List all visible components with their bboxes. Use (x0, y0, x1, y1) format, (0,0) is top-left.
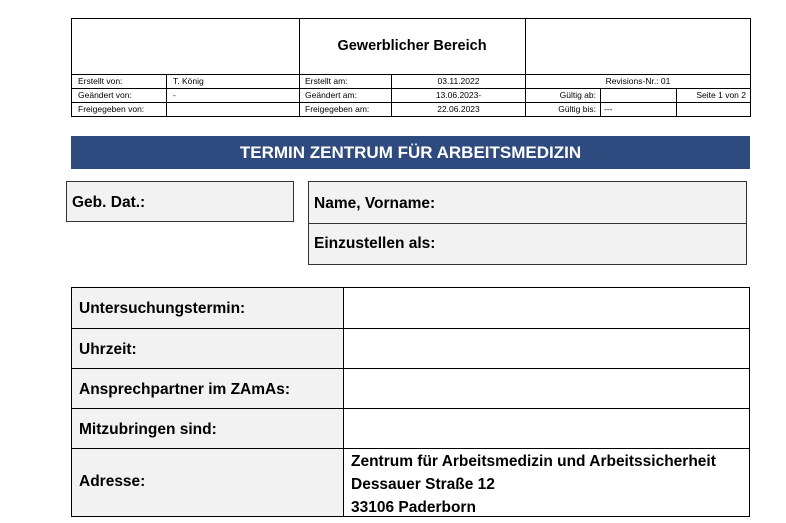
address-label: Adresse: (79, 473, 146, 490)
exam-date-field[interactable] (344, 288, 749, 328)
released-on-label: Freigegeben am: (305, 104, 370, 114)
address-line-1: Zentrum für Arbeitsmedizin und Arbeitssicherheit (351, 453, 716, 470)
person-box-divider (309, 223, 746, 224)
created-by-value: T. König (173, 76, 204, 86)
changed-by-value: - (173, 90, 176, 100)
table-row (72, 288, 749, 328)
table-row (72, 328, 749, 368)
table-row (72, 368, 749, 408)
created-by-label: Erstellt von: (78, 76, 123, 86)
valid-until-label: Gültig bis: (558, 104, 596, 114)
address-line-2: Dessauer Straße 12 (351, 476, 495, 493)
released-on-value: 22.06.2023 (437, 104, 480, 114)
section-banner: TERMIN ZENTRUM FÜR ARBEITSMEDIZIN (71, 136, 750, 169)
position-label: Einzustellen als: (314, 235, 436, 252)
table-row (72, 448, 749, 516)
valid-from-label: Gültig ab: (559, 90, 596, 100)
exam-date-label: Untersuchungstermin: (79, 300, 246, 317)
changed-on-value: 13.06.2023- (435, 90, 482, 100)
appointment-table (71, 287, 750, 517)
name-label: Name, Vorname: (314, 195, 436, 212)
released-by-label: Freigegeben von: (78, 104, 145, 114)
page-number: Seite 1 von 2 (696, 90, 746, 100)
table-row (72, 408, 749, 448)
address-block (351, 450, 716, 519)
header-title: Gewerblicher Bereich (337, 38, 487, 54)
contact-label: Ansprechpartner im ZAmAs: (79, 381, 291, 398)
changed-on-label: Geändert am: (305, 90, 357, 100)
person-box (308, 181, 747, 265)
address-line-3: 33106 Paderborn (351, 499, 476, 516)
time-label: Uhrzeit: (79, 341, 137, 358)
time-field[interactable] (344, 329, 749, 368)
birthdate-box[interactable] (66, 181, 294, 222)
revision-number: Revisions-Nr.: 01 (605, 76, 671, 86)
birthdate-label: Geb. Dat.: (72, 194, 146, 211)
address-field (344, 449, 749, 516)
created-on-value: 03.11.2022 (437, 76, 480, 86)
created-on-label: Erstellt am: (305, 76, 348, 86)
changed-by-label: Geändert von: (78, 90, 132, 100)
valid-until-value: --- (604, 104, 613, 114)
bring-field[interactable] (344, 409, 749, 448)
contact-field[interactable] (344, 369, 749, 408)
document-header (71, 18, 751, 117)
bring-label: Mitzubringen sind: (79, 421, 217, 438)
